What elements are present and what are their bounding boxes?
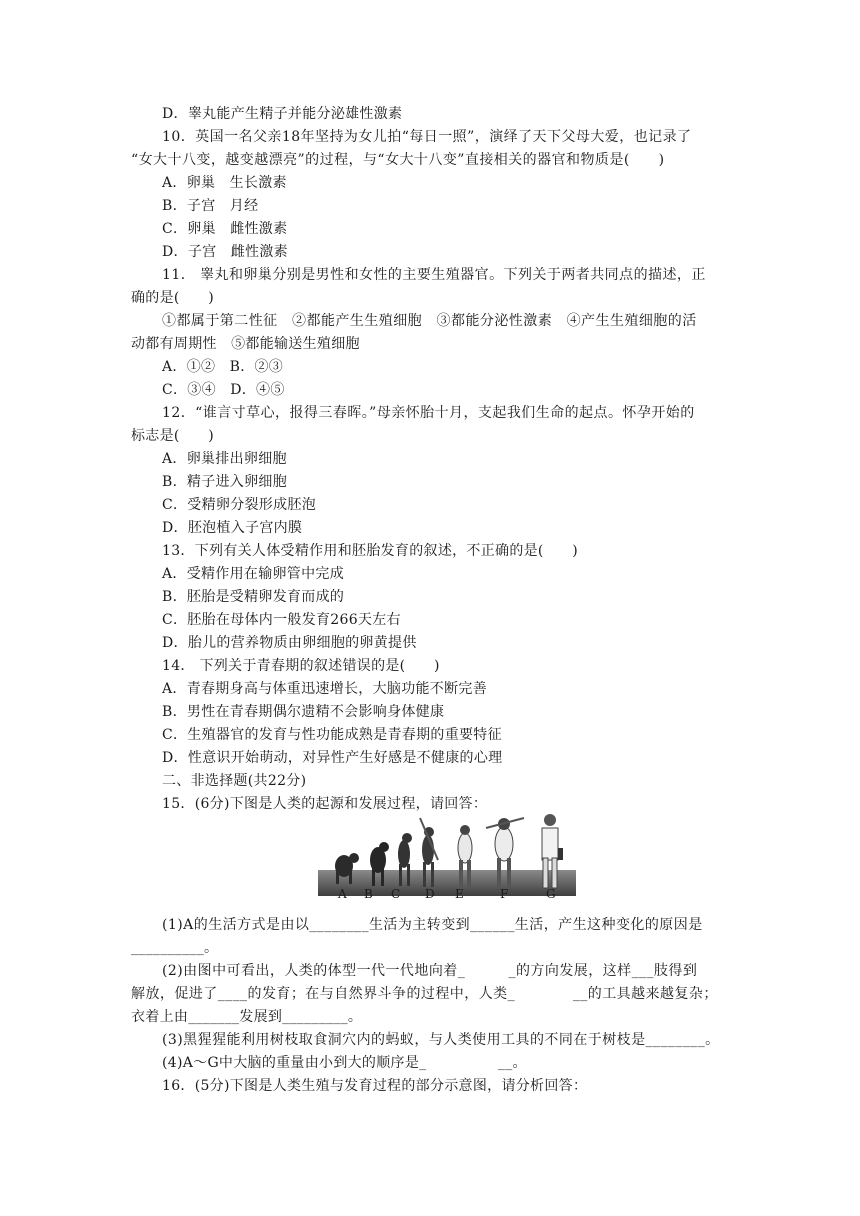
- q10-stem-line1: 10．英国一名父亲18年坚持为女儿拍“每日一照”，演绎了天下父母大爱，也记录了: [162, 129, 692, 145]
- q11-options-row2: C．③④ D．④⑤: [162, 382, 285, 398]
- q15-sub2-line3: 衣着上由_______发展到_________。: [131, 1009, 363, 1025]
- q13-option-a: A．受精作用在输卵管中完成: [162, 566, 345, 582]
- figure-label-e: E: [455, 887, 464, 901]
- figure-f-human: [486, 818, 524, 888]
- figure-label-c: C: [391, 887, 401, 901]
- q11-statements-line1: ①都属于第二性征 ②都能产生生殖细胞 ③都能分泌性激素 ④产生生殖细胞的活: [162, 313, 697, 329]
- q10-option-a: A．卵巢 生长激素: [162, 175, 287, 191]
- q15-stem: 15．(6分)下图是人类的起源和发展过程，请回答：: [162, 796, 488, 812]
- q13-option-c: C．胚胎在母体内一般发育266天左右: [162, 612, 401, 628]
- q10-option-b: B．子宫 月经: [162, 198, 259, 214]
- figure-label-d: D: [425, 887, 435, 901]
- q9-option-d: D．睾丸能产生精子并能分泌雄性激素: [162, 106, 403, 122]
- q15-sub1-line1: (1)A的生活方式是由以________生活为主转变到______生活，产生这种变化的原因是: [162, 917, 703, 933]
- q14-option-b: B．男性在青春期偶尔遗精不会影响身体健康: [162, 704, 445, 720]
- figure-label-g: G: [546, 887, 556, 901]
- figure-b-ape: [370, 842, 389, 886]
- figure-g-modern-human: [542, 814, 563, 888]
- q14-option-c: C．生殖器官的发育与性功能成熟是青春期的重要特征: [162, 727, 502, 743]
- q11-stem-line2: 确的是( ): [131, 290, 215, 306]
- q13-stem: 13．下列有关人体受精作用和胚胎发育的叙述，不正确的是( ): [162, 543, 579, 559]
- evolution-silhouettes: [318, 810, 576, 896]
- q16-stem: 16．(5分)下图是人类生殖与发育过程的部分示意图，请分析回答：: [162, 1078, 588, 1094]
- figure-label-a: A: [338, 887, 347, 901]
- q12-option-b: B．精子进入卵细胞: [162, 474, 287, 490]
- q11-stem-line1: 11． 睾丸和卵巢分别是男性和女性的主要生殖器官。下列关于两者共同点的描述，正: [162, 267, 706, 283]
- q11-statements-line2: 动都有周期性 ⑤都能输送生殖细胞: [131, 336, 360, 352]
- q15-sub3: (3)黑猩猩能利用树枝取食洞穴内的蚂蚁，与人类使用工具的不同在于树枝是________。: [162, 1032, 720, 1048]
- q12-option-a: A．卵巢排出卵细胞: [162, 451, 287, 467]
- section-heading-non-choice: 二、非选择题(共22分): [162, 773, 307, 789]
- q12-option-d: D．胚泡植入子宫内膜: [162, 520, 303, 536]
- figure-c-hominid: [398, 833, 412, 886]
- q12-stem-line2: 标志是( ): [131, 428, 215, 444]
- q12-stem-line1: 12．“谁言寸草心，报得三春晖。”母亲怀胎十月，支起我们生命的起点。怀孕开始的: [162, 405, 695, 421]
- q13-option-b: B．胚胎是受精卵发育而成的: [162, 589, 345, 605]
- q15-sub2-line1: (2)由图中可看出，人类的体型一代一代地向着_ _的方向发展，这样___肢得到: [162, 963, 698, 979]
- q15-sub4: (4)A～G中大脑的重量由小到大的顺序是_ __。: [162, 1055, 527, 1071]
- q12-option-c: C．受精卵分裂形成胚泡: [162, 497, 317, 513]
- figure-e-human: [458, 825, 472, 887]
- q13-option-d: D．胎儿的营养物质由卵细胞的卵黄提供: [162, 635, 417, 651]
- figure-label-b: B: [364, 887, 373, 901]
- q11-options-row1: A．①② B．②③: [162, 359, 284, 375]
- q14-option-d: D．性意识开始萌动，对异性产生好感是不健康的心理: [162, 750, 503, 766]
- q14-stem: 14． 下列关于青春期的叙述错误的是( ): [162, 658, 440, 674]
- figure-a-ape: [335, 853, 359, 884]
- q10-stem-line2: “女大十八变，越变越漂亮”的过程，与“女大十八变”直接相关的器官和物质是( ): [131, 152, 665, 168]
- figure-label-f: F: [500, 887, 509, 901]
- figure-d-hominid: [420, 818, 438, 887]
- q10-option-d: D．子宫 雌性激素: [162, 244, 288, 260]
- q15-sub2-line2: 解放，促进了____的发育；在与自然界斗争的过程中，人类_ __的工具越来越复杂；: [131, 986, 718, 1002]
- human-evolution-figure: [318, 810, 576, 896]
- q10-option-c: C．卵巢 雌性激素: [162, 221, 288, 237]
- q14-option-a: A．青春期身高与体重迅速增长，大脑功能不断完善: [162, 681, 488, 697]
- q15-sub1-line2: __________。: [131, 940, 219, 956]
